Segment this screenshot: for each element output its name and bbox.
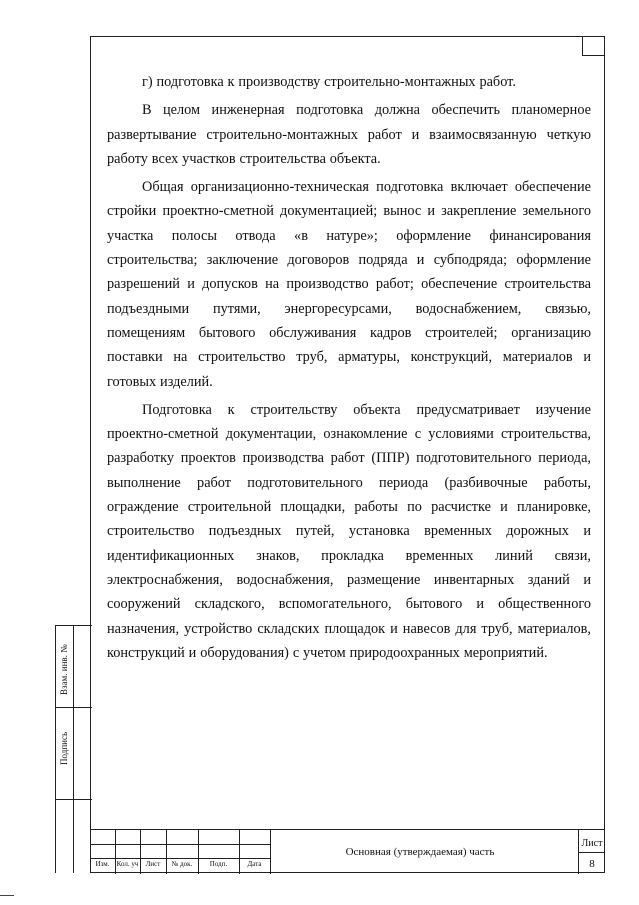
corner-box <box>582 36 605 56</box>
column-label-sheet: Лист <box>145 860 161 868</box>
sheet-label: Лист <box>581 838 603 849</box>
paragraph: Подготовка к строительству объекта предусматривает изучение проектно-сметной документации, ознакомление с условиями строительства, разработку проектов производства работ (ППР) подготовительного периода, выполнение работ подготовительного периода (разбивочные работы, ограждение строительной площадки, работы по расчистке и планировке, строительство подъездных путей, установка временных дорожных и идентификационных знаков, прокладка временных линий связи, электроснабжения, водоснабжения, размещение инвентарных зданий и сооружений складского, вспомогательного, бытового и общественного назначения, устройство складских площадок и навесов для труб, материалов, конструкций и оборудования) с учетом природоохранных мероприятий. <box>107 401 591 661</box>
divider <box>578 852 605 853</box>
sheet-number: 8 <box>589 858 595 870</box>
column-label-change: Изм. <box>95 860 110 868</box>
divider <box>90 858 270 859</box>
paragraph: г) подготовка к производству строительно-монтажных работ. <box>142 74 516 90</box>
side-label-replace-inv: Взам. инв. № <box>59 644 69 695</box>
side-stamp <box>55 625 91 873</box>
divider <box>90 844 270 845</box>
divider <box>56 625 92 626</box>
column-label-date: Дата <box>247 860 262 868</box>
paragraph: В целом инженерная подготовка должна обеспечить планомерное развертывание строительно-монтажных работ и взаимосвязанную четкую работу всех участков строительства объекта. <box>107 102 591 167</box>
column-label-doc-number: № док. <box>171 860 193 868</box>
divider <box>56 799 92 800</box>
title-block <box>90 829 605 874</box>
column-label-count: Кол. уч <box>116 860 139 868</box>
document-part-title: Основная (утверждаемая) часть <box>345 846 495 858</box>
column-label-signature: Подп. <box>209 860 228 868</box>
scan-mark <box>0 895 14 896</box>
document-body <box>107 70 591 669</box>
paragraph: Общая организационно-техническая подготовка включает обеспечение стройки проектно-сметной документацией; вынос и закрепление земельного участка полосы отвода «в натуре»; оформление финансирования строительства; заключение договоров подряда и субподряда; оформление разрешений и допусков на производство работ; обеспечение строительства подъездными путями, энергоресурсами, водоснабжением, связью, помещениям бытового обслуживания кадров строителей; организацию поставки на строительство труб, арматуры, конструкций, материалов и готовых изделий. <box>107 179 591 390</box>
side-label-signature: Подпись <box>59 731 69 765</box>
divider <box>56 707 92 708</box>
